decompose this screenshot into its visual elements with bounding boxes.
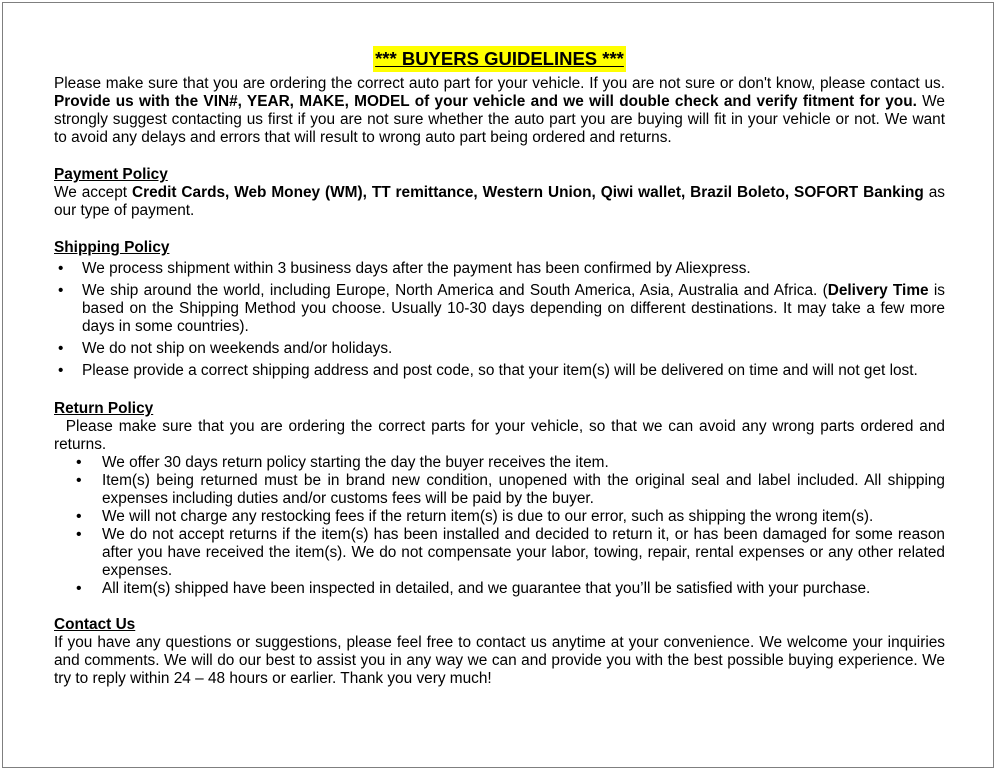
return-list: [54, 454, 945, 598]
guidelines-document: [54, 46, 950, 688]
return-item-text: We offer 30 days return policy starting the day the buyer receives the item.: [102, 454, 609, 471]
bullet-icon: •: [76, 508, 82, 525]
shipping-item-text: is based on the Shipping Method you choose. Usually 10-30 days depending on different destinations. It may take a few more days in some countries).: [82, 282, 945, 335]
shipping-item: [54, 260, 945, 278]
payment-text-1: We accept: [54, 184, 133, 201]
bullet-icon: •: [76, 454, 82, 471]
bullet-icon: •: [58, 282, 64, 299]
bullet-icon: •: [76, 580, 82, 597]
intro-text-2: We strongly suggest contacting us first if you are not sure whether the auto part you are buying will fit in your vehicle or not. We want to avoid any delays and errors that will result to wrong auto part being ordered and returns.: [54, 93, 945, 146]
delivery-time-label: Delivery Time: [827, 282, 929, 299]
return-item: [54, 472, 945, 508]
bullet-icon: •: [76, 526, 82, 543]
bullet-icon: •: [58, 260, 64, 277]
shipping-item: [54, 282, 945, 336]
bullet-icon: •: [58, 362, 64, 379]
shipping-item-text: Please provide a correct shipping address and post code, so that your item(s) will be delivered on time and will not get lost.: [82, 362, 918, 379]
intro-bold-text: Provide us with the VIN#, YEAR, MAKE, MODEL of your vehicle and we will double check and verify fitment for you.: [54, 93, 917, 110]
page-title: *** BUYERS GUIDELINES ***: [373, 46, 626, 72]
intro-paragraph: [54, 75, 945, 147]
contact-paragraph: If you have any questions or suggestions, please feel free to contact us anytime at your convenience. We welcome your inquiries and comments. We will do our best to assist you in any way we can and provide you with the best possible buying experience. We try to reply within 24 – 48 hours or earlier. Thank you very much!: [54, 634, 945, 687]
shipping-item: [54, 340, 945, 358]
return-item: [54, 454, 945, 472]
payment-text-2: as our type of payment.: [54, 184, 946, 219]
return-intro: Please make sure that you are ordering the correct parts for your vehicle, so that we can avoid any wrong parts ordered and returns.: [54, 418, 950, 453]
return-item: [54, 508, 945, 526]
bullet-icon: •: [58, 340, 64, 357]
return-item-text: Item(s) being returned must be in brand new condition, unopened with the original seal and label included. All shipping expenses including duties and/or customs fees will be paid by the buyer.: [102, 472, 945, 507]
payment-methods: Credit Cards, Web Money (WM), TT remittance, Western Union, Qiwi wallet, Brazil Boleto, SOFORT Banking: [132, 184, 924, 201]
shipping-item: [54, 362, 945, 380]
shipping-item-text: We ship around the world, including Europe, North America and South America, Asia, Australia and Africa. (: [82, 282, 828, 299]
return-item: [54, 526, 945, 580]
shipping-item-text: We process shipment within 3 business days after the payment has been confirmed by Aliexpress.: [82, 260, 751, 277]
title-container: [54, 46, 945, 72]
payment-paragraph: [54, 184, 945, 220]
shipping-policy-heading: Shipping Policy: [54, 239, 170, 256]
shipping-list: [54, 260, 945, 380]
payment-policy-heading: Payment Policy: [54, 166, 168, 183]
return-item-text: All item(s) shipped have been inspected in detailed, and we guarantee that you’ll be satisfied with your purchase.: [102, 580, 871, 597]
return-item-text: We will not charge any restocking fees if the return item(s) is due to our error, such as shipping the wrong item(s).: [102, 508, 874, 525]
contact-us-heading: Contact Us: [54, 616, 136, 633]
return-item: [54, 580, 945, 598]
return-policy-heading: Return Policy: [54, 400, 154, 417]
intro-text-1: Please make sure that you are ordering the correct auto part for your vehicle. If you are not sure or don't know, please contact us.: [54, 75, 945, 92]
return-item-text: We do not accept returns if the item(s) has been installed and decided to return it, or has been damaged for some reason after you have received the item(s). We do not compensate your labor, towing, repair, rental expenses or any other related expenses.: [102, 526, 945, 579]
bullet-icon: •: [76, 472, 82, 489]
shipping-item-text: We do not ship on weekends and/or holidays.: [82, 340, 393, 357]
